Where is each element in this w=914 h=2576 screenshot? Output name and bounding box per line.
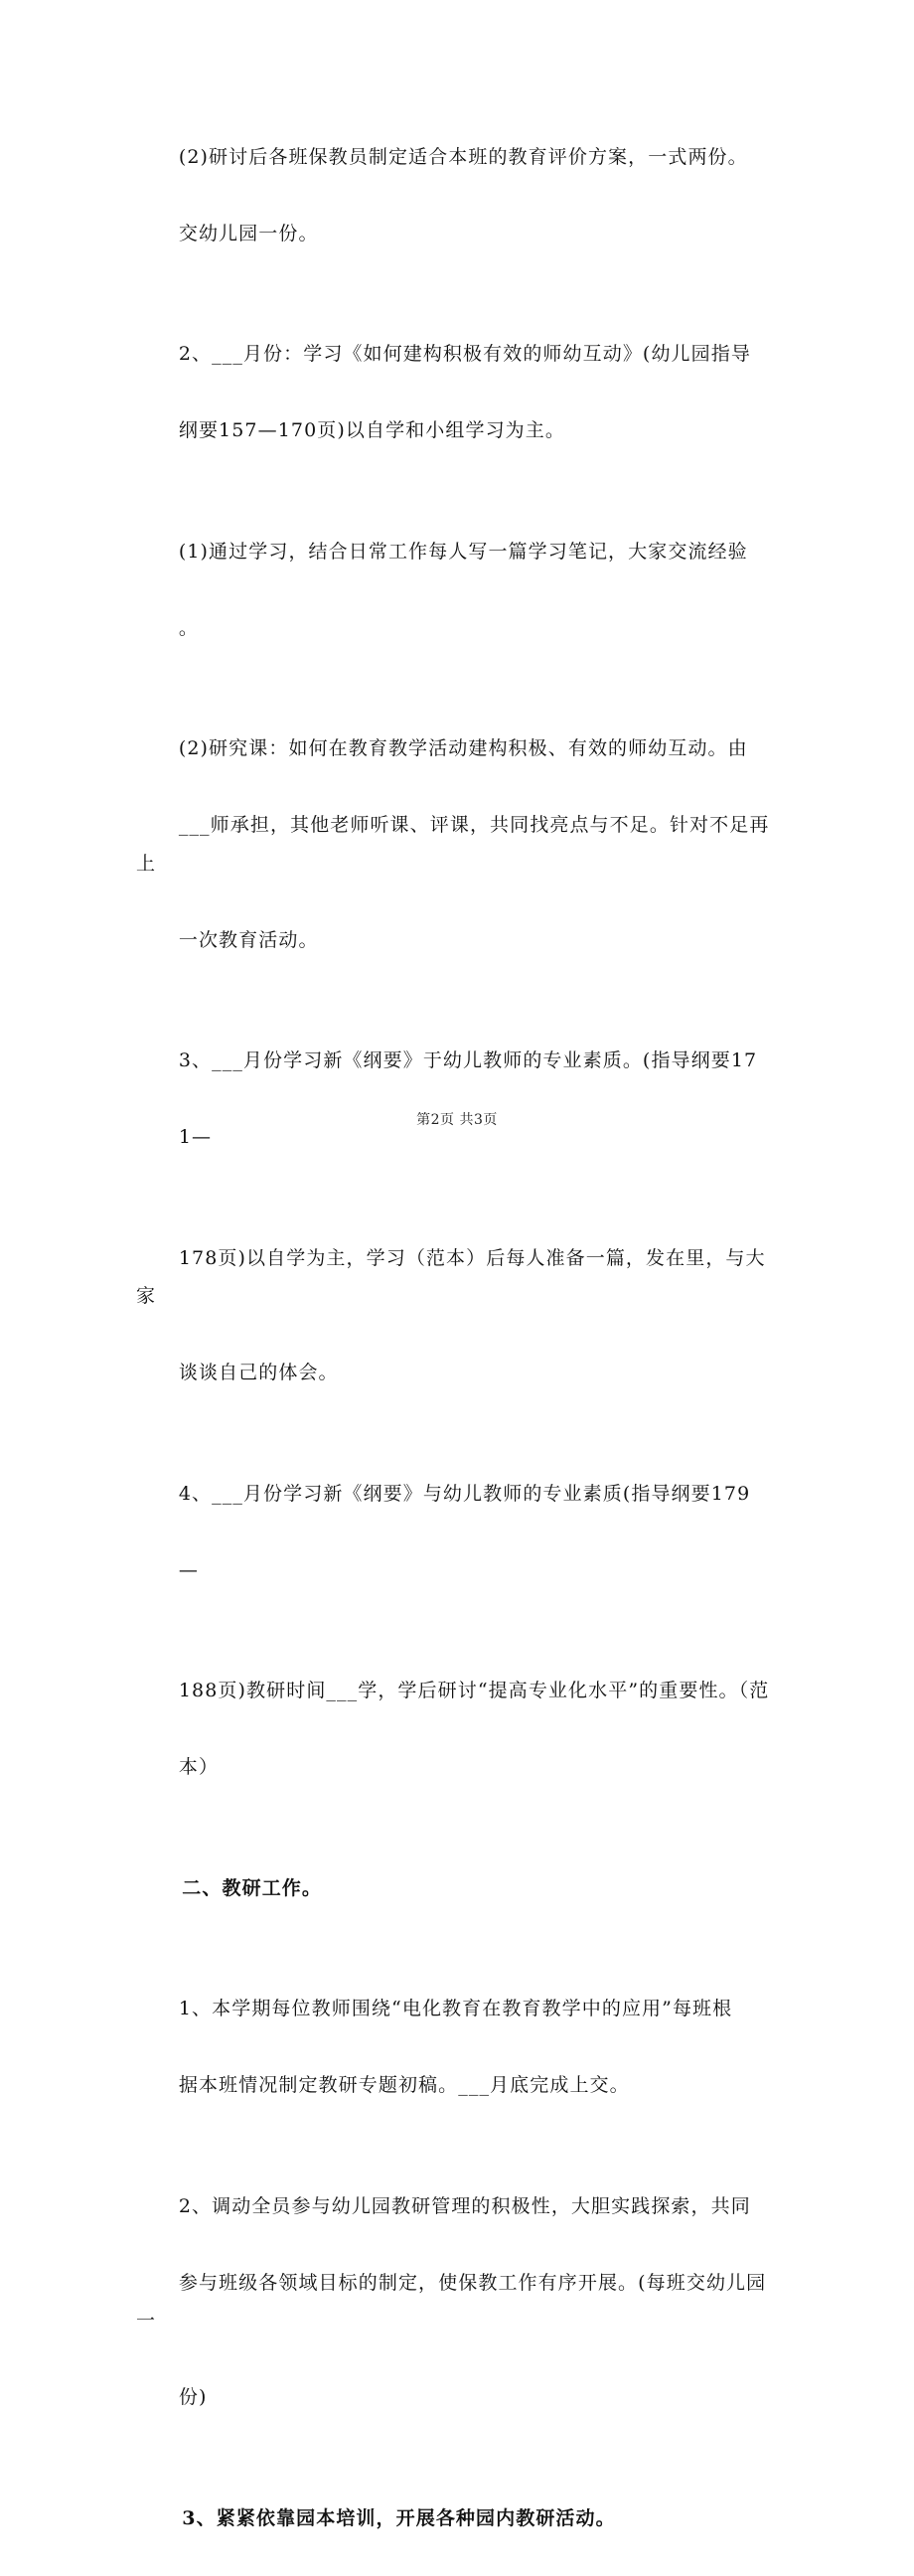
line: 2、___月份：学习《如何建构积极有效的师幼互动》(幼儿园指导 — [178, 343, 751, 365]
line: 纲要157—170页)以自学和小组学习为主。 — [178, 419, 565, 441]
line: 。 — [178, 616, 199, 639]
line: 188页)教研时间___学，学后研讨“提高专业化水平”的重要性。（范 — [178, 1680, 770, 1701]
line: (1)通过学习，结合日常工作每人写一篇学习笔记，大家交流经验 — [178, 540, 748, 563]
document-body — [136, 99, 784, 2576]
line: (2)研究课：如何在教育教学活动建构积极、有效的师幼互动。由 — [178, 737, 748, 759]
section-heading — [136, 1831, 784, 1946]
line: 1、本学期每位教师围绕“电化教育在教育教学中的应用”每班根 — [178, 1998, 733, 2019]
line: 参与班级各领域目标的制定，使保教工作有序开展。(每班交幼儿园一 — [136, 2271, 767, 2332]
line: 一次教育活动。 — [178, 928, 319, 951]
line: 二、教研工作。 — [182, 1876, 322, 1899]
line: 3、___月份学习新《纲要》于幼儿教师的专业素质。(指导纲要17 — [178, 1049, 758, 1071]
line: 份) — [178, 2386, 208, 2408]
line: ___师承担，其他老师听课、评课，共同找亮点与不足。针对不足再上 — [136, 814, 770, 875]
paragraph-1 — [136, 99, 784, 291]
paragraph-7 — [136, 1436, 784, 1628]
paragraph-4 — [136, 692, 784, 998]
line: 本） — [178, 1756, 220, 1778]
line: 据本班情况制定教研专题初稿。___月底完成上交。 — [178, 2074, 630, 2096]
line: 2、调动全员参与幼儿园教研管理的积极性，大胆实践探索，共同 — [178, 2194, 751, 2217]
line: 4、___月份学习新《纲要》与幼儿教师的专业素质(指导纲要179 — [178, 1482, 751, 1505]
page-number-label: 第2页 共3页 — [416, 1112, 498, 1128]
paragraph-12-bold — [136, 2461, 784, 2576]
paragraph-8 — [136, 1634, 784, 1826]
line: 3、紧紧依靠园本培训，开展各种园内教研活动。 — [182, 2506, 616, 2529]
line: 178页)以自学为主，学习（范本）后每人准备一篇，发在里，与大家 — [136, 1246, 766, 1307]
paragraph-6 — [136, 1201, 784, 1430]
line: 交幼儿园一份。 — [178, 222, 319, 244]
paragraph-3 — [136, 494, 784, 686]
line: 谈谈自己的体会。 — [178, 1362, 339, 1383]
paragraph-5 — [136, 1004, 784, 1196]
paragraph-10 — [136, 1952, 784, 2144]
line: — — [178, 1558, 199, 1581]
paragraph-11 — [136, 2149, 784, 2455]
paragraph-2 — [136, 297, 784, 489]
line: 1— — [178, 1126, 213, 1148]
page-footer — [0, 1109, 914, 1129]
line: (2)研讨后各班保教员制定适合本班的教育评价方案，一式两份。 — [178, 145, 748, 168]
